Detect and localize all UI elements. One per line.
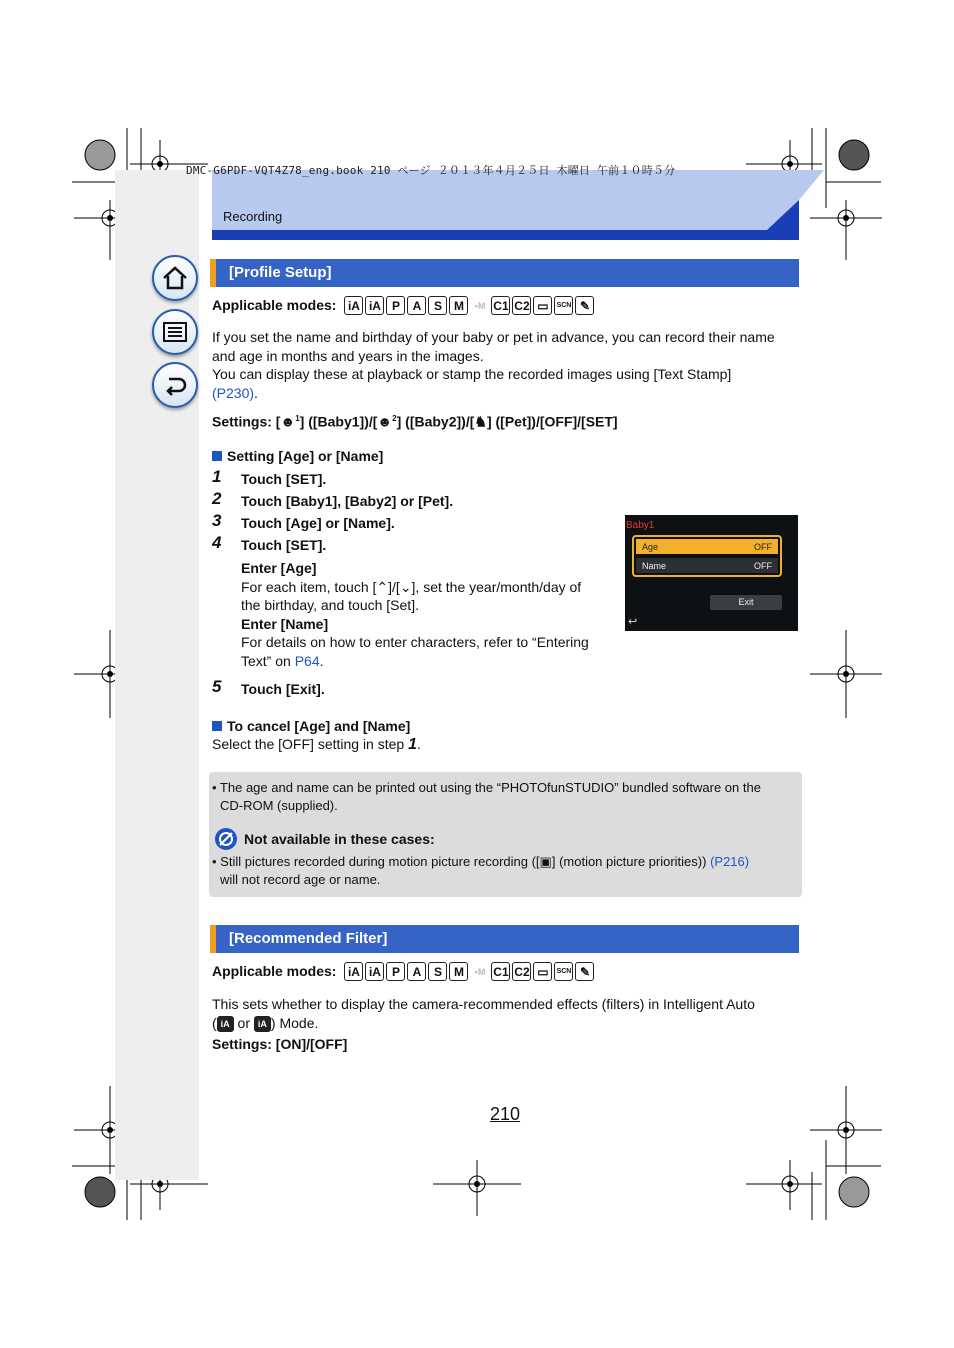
applicable-modes-row: [212, 296, 594, 315]
step-number: 2: [212, 489, 222, 508]
mode-panorama-icon: ▭: [533, 296, 552, 315]
enter-name-text-b: Text” on: [241, 652, 295, 669]
filter-desc-c: ) Mode.: [270, 1014, 319, 1031]
step-item: [212, 489, 454, 509]
camera-row-label: Name: [642, 560, 667, 571]
setting-age-name-heading: [212, 447, 383, 466]
list-icon: [161, 318, 189, 346]
filter-desc-a: (: [212, 1014, 217, 1031]
mode-a-icon: A: [407, 962, 426, 981]
not-available-text: Not available in these cases:: [244, 830, 435, 847]
step-text: Touch [Age] or [Name].: [241, 515, 395, 531]
mode-ia-plus-icon: iA: [365, 296, 384, 315]
intro-line-2: and age in months and years in the images.: [212, 347, 484, 364]
step-number: 5: [212, 677, 222, 696]
down-arrow-icon: ⌄: [399, 578, 412, 595]
home-button[interactable]: [152, 255, 198, 301]
camera-row-name[interactable]: [636, 558, 778, 573]
menu-button[interactable]: [152, 309, 198, 355]
motion-picture-priority-icon: ▣: [539, 854, 552, 869]
step-number: 1: [212, 467, 222, 486]
mode-scn-icon: SCN: [554, 962, 573, 981]
mode-s-icon: S: [428, 962, 447, 981]
settings-text-a: Settings: [: [212, 413, 281, 430]
square-bullet-icon: [212, 721, 222, 731]
camera-row-value: OFF: [754, 560, 772, 571]
step-text: Touch [SET].: [241, 537, 327, 553]
mode-c1-icon: C1: [491, 962, 510, 981]
filter-desc-b: or: [233, 1014, 254, 1031]
step-text: Touch [Exit].: [241, 681, 325, 697]
prohibited-icon: [214, 827, 238, 851]
step-number: 4: [212, 533, 222, 552]
settings-text-c: ] ([Baby2])/[: [396, 413, 475, 430]
mode-creative-icon: ✎: [575, 962, 594, 981]
step-item: [212, 533, 327, 553]
baby-icon: ☻: [280, 413, 296, 430]
step4-details: Enter [Age] For each item, touch [⌃]/[⌄], set the year/month/day of the birthday, and touch [Set]. Enter [Name] For details on how to enter characters, refer to “Entering Text” on P64.: [241, 559, 621, 670]
enter-name-heading: Enter [Name]: [241, 615, 329, 632]
home-icon: [161, 264, 189, 292]
p216-link[interactable]: (P216): [710, 854, 750, 869]
setting-head-text: Setting [Age] or [Name]: [227, 448, 384, 464]
back-button[interactable]: [152, 362, 198, 408]
cancel-step-number: 1: [408, 736, 417, 753]
camera-row-age[interactable]: [636, 539, 778, 554]
cancel-head-text: To cancel [Age] and [Name]: [227, 718, 411, 734]
pet-icon: ♞: [474, 413, 487, 430]
recommended-filter-title: [Recommended Filter]: [210, 925, 799, 953]
camera-exit-button[interactable]: Exit: [710, 595, 782, 610]
mode-p-icon: P: [386, 296, 405, 315]
step-text: Touch [Baby1], [Baby2] or [Pet].: [241, 493, 454, 509]
up-arrow-icon: ⌃: [376, 578, 389, 595]
enter-age-text-d: the birthday, and touch [Set].: [241, 597, 419, 613]
mode-c2-icon: C2: [512, 296, 531, 315]
square-bullet-icon: [212, 451, 222, 461]
mode-panorama-icon: ▭: [533, 962, 552, 981]
profile-intro: If you set the name and birthday of your baby or pet in advance, you can record their name and age in months and years in the images. You can display these at playback or stamp the recorded images using [Text Stamp] (P230).: [212, 328, 802, 402]
mode-movie-icon: ▪M: [470, 962, 489, 981]
note-bullet-2-text-c: will not record age or name.: [220, 872, 381, 887]
filter-desc-line-1: This sets whether to display the camera-recommended effects (filters) in Intelligent Auto: [212, 996, 755, 1012]
intro-line-3: You can display these at playback or stamp the recorded images using [Text Stamp]: [212, 366, 732, 382]
enter-age-text-b: ]/[: [388, 578, 400, 595]
mode-ia-icon: iA: [344, 296, 363, 315]
camera-screen-title: Baby1: [626, 520, 655, 531]
header-band: [212, 170, 824, 240]
mode-m-icon: M: [449, 962, 468, 981]
mode-m-icon: M: [449, 296, 468, 315]
cancel-text-a: Select the [OFF] setting in step: [212, 736, 409, 752]
settings-text-b: ] ([Baby1])/[: [299, 413, 378, 430]
profile-setup-title: [Profile Setup]: [210, 259, 799, 287]
baby1-sup: 1: [295, 414, 300, 423]
mode-movie-icon: ▪M: [470, 296, 489, 315]
profile-settings: [212, 410, 618, 431]
mode-a-icon: A: [407, 296, 426, 315]
not-available-heading: [214, 827, 435, 851]
step-item: [212, 467, 327, 487]
entering-text-link[interactable]: P64: [294, 652, 320, 669]
applicable-modes-row: [212, 962, 594, 981]
note-bullet-1-line-b: CD-ROM (supplied).: [220, 798, 338, 813]
cancel-heading: [212, 717, 410, 736]
enter-age-text-a: For each item, touch [: [241, 578, 377, 595]
note-bullet-2-text-b: ] (motion picture priorities)): [551, 854, 711, 869]
mode-c1-icon: C1: [491, 296, 510, 315]
enter-age-text-c: ], set the year/month/day of: [411, 578, 582, 595]
note-bullet-2: [212, 853, 798, 889]
note-bullet-1-line-a: • The age and name can be printed out using the “PHOTOfunSTUDIO” bundled software on the: [212, 780, 761, 795]
page-number: 210: [490, 1104, 521, 1124]
camera-row-label: Age: [642, 541, 659, 552]
step-item: [212, 677, 325, 697]
camera-return-icon[interactable]: ↩: [628, 616, 638, 628]
text-stamp-link[interactable]: (P230): [212, 384, 255, 401]
enter-name-text-a: For details on how to enter characters, refer to “Entering: [241, 634, 589, 650]
step-item: [212, 511, 395, 531]
cancel-text: Select the [OFF] setting in step 1.: [212, 736, 421, 753]
mode-scn-icon: SCN: [554, 296, 573, 315]
mode-ia-plus-icon: iA: [365, 962, 384, 981]
section-label: Recording: [223, 209, 283, 224]
step-number: 3: [212, 511, 222, 530]
mode-ia-icon: iA: [344, 962, 363, 981]
mode-creative-icon: ✎: [575, 296, 594, 315]
mode-ia-plus-icon: iA: [254, 1016, 271, 1032]
mode-s-icon: S: [428, 296, 447, 315]
step-text: Touch [SET].: [241, 471, 327, 487]
return-icon: [161, 371, 189, 399]
print-info-line: DMC-G6PDF-VQT4Z78_eng.book 210 ページ ２０１３年４月２５日 木曜日 午前１０時５分: [186, 164, 676, 177]
applicable-modes-label: Applicable modes:: [212, 297, 337, 314]
baby2-sup: 2: [392, 414, 397, 423]
settings-text-d: ] ([Pet])/[OFF]/[SET]: [486, 413, 618, 430]
filter-settings: Settings: [ON]/[OFF]: [212, 1036, 348, 1052]
mode-c2-icon: C2: [512, 962, 531, 981]
note-bullet-2-text-a: • Still pictures recorded during motion picture recording ([: [212, 854, 540, 869]
mode-ia-icon: iA: [217, 1016, 234, 1032]
note-bullet-1: [212, 779, 798, 815]
intro-line-1: If you set the name and birthday of your baby or pet in advance, you can record their name: [212, 329, 775, 345]
enter-age-heading: Enter [Age]: [241, 560, 317, 576]
camera-row-value: OFF: [754, 541, 772, 552]
mode-p-icon: P: [386, 962, 405, 981]
applicable-modes-label: Applicable modes:: [212, 963, 337, 980]
filter-description: [212, 995, 802, 1032]
baby-icon: ☻: [377, 413, 393, 430]
